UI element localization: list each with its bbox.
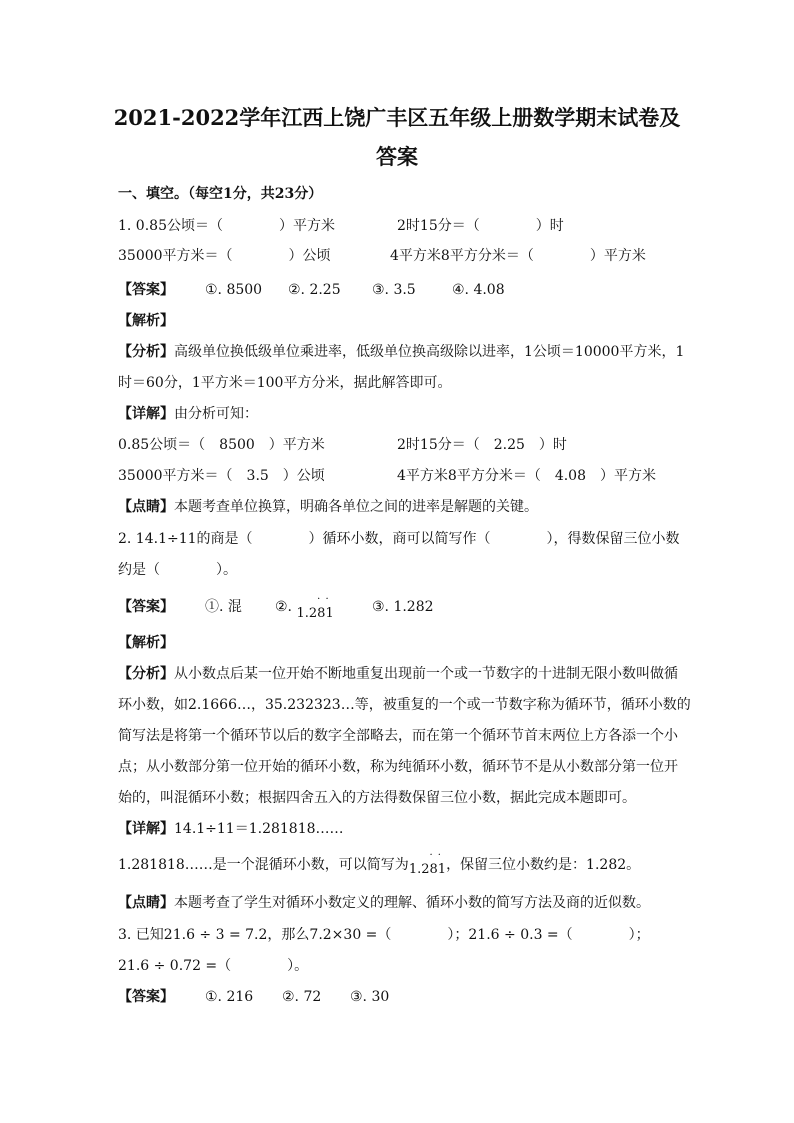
q2-answer-label: 【答案】	[118, 599, 174, 615]
q2-xiangjie-line	[118, 819, 344, 839]
q2-fenxi-line1	[118, 664, 678, 684]
repeating-digit-1: · 8	[317, 594, 326, 621]
q1-fenxi-line1	[118, 342, 684, 362]
q2-fenxi-text1: 从小数点后某一位开始不断地重复出现前一个或一节数字的十进制无限小数叫做循	[174, 666, 678, 682]
q1-answer-2: ②. 2.25	[288, 282, 341, 298]
q2-xj2-post: ，保留三位小数约是：1.282。	[446, 857, 641, 873]
q2-repeating-decimal	[296, 594, 334, 621]
q3-answer-3: ③. 30	[350, 989, 390, 1005]
q2-repeating-decimal-inline: 1.2 · 8 · 1	[409, 862, 446, 877]
q1-xiangjie-text: 由分析可知：	[174, 406, 258, 422]
q1-xiangjie-label: 【详解】	[118, 406, 174, 422]
q2-fenxi-line3: 简写法是将第一个循环节以后的数字全部略去，而在第一个循环节首末两位上方各添一个小	[118, 728, 678, 744]
document-title-line2: 答案	[376, 144, 418, 169]
q2-stem-line1: 2. 14.1÷11的商是（ ）循环小数，商可以简写作（ ），得数保留三位小数	[118, 531, 680, 547]
q2-dianjing-line	[118, 893, 650, 913]
q1-fenxi-label: 【分析】	[118, 344, 174, 360]
q2-fenxi-label: 【分析】	[118, 666, 174, 682]
q2-dianjing-label: 【点睛】	[118, 895, 174, 911]
q2-fenxi-line5: 始的，叫混循环小数；根据四舍五入的方法得数保留三位小数，据此完成本题即可。	[118, 790, 636, 806]
q2-dianjing-text: 本题考查了学生对循环小数定义的理解、循环小数的简写方法及商的近似数。	[174, 895, 650, 911]
q1-answer-3: ③. 3.5	[372, 282, 416, 298]
q2-answer-3: ③. 1.282	[372, 599, 434, 615]
q1-stem-c: 35000平方米＝（ ）公顷	[118, 248, 331, 264]
document-title-line1: 2021-2022学年江西上饶广丰区五年级上册数学期末试卷及	[113, 105, 681, 130]
q2-xiangjie-text: 14.1÷11＝1.281818……	[174, 821, 344, 837]
q1-fenxi-line2: 时＝60分，1平方米＝100平方分米，据此解答即可。	[118, 375, 452, 391]
q2-answer-1: ①. 混	[205, 599, 242, 615]
q1-stem-d: 4平方米8平方分米＝（ ）平方米	[390, 248, 646, 264]
q1-detail-1: 0.85公顷＝（ 8500 ）平方米	[118, 437, 325, 453]
repeating-digit-2: · 1	[325, 594, 334, 621]
q3-answer-label: 【答案】	[118, 989, 174, 1005]
repeating-base: 1.2	[296, 606, 318, 621]
q1-stem-b: 2时15分＝（ ）时	[397, 218, 564, 234]
repeat-dot-icon: ·	[429, 850, 433, 861]
q2-answer-2	[275, 594, 334, 621]
q3-stem-line1: 3. 已知21.6 ÷ 3 = 7.2，那么7.2×30 =（ ）；21.6 ÷ 0.3 =（ ）；	[118, 927, 650, 943]
q1-dianjing-label: 【点睛】	[118, 499, 174, 515]
q1-detail-4: 4平方米8平方分米＝（ 4.08 ）平方米	[397, 468, 656, 484]
q1-stem-a: 1. 0.85公顷＝（ ）平方米	[118, 218, 335, 234]
repeating-digit-2: · 1	[437, 850, 447, 877]
section-heading: 一、填空。（每空1分，共23分）	[118, 186, 323, 202]
q3-answer-2: ②. 72	[282, 989, 322, 1005]
q3-answer-1: ①. 216	[205, 989, 254, 1005]
q2-stem-line2: 约是（ ）。	[118, 562, 237, 578]
q1-dianjing-line	[118, 497, 538, 517]
q2-fenxi-line2: 环小数，如2.1666…，35.232323…等，被重复的一个或一节数字称为循环节，循环小数的	[118, 697, 691, 713]
q1-xiangjie-line	[118, 404, 258, 424]
q1-answer-label: 【答案】	[118, 282, 174, 298]
q1-answer-1: ①. 8500	[205, 282, 263, 298]
repeat-dot-icon: ·	[325, 594, 329, 605]
repeat-dot-icon: ·	[437, 850, 441, 861]
q2-jiexi-label: 【解析】	[118, 635, 174, 651]
repeat-dot-icon: ·	[317, 594, 321, 605]
q2-answer-2-label: ②.	[275, 599, 293, 615]
q1-answer-4: ④. 4.08	[452, 282, 505, 298]
repeating-digit-1: · 8	[429, 850, 438, 877]
q2-xj2-pre: 1.281818……是一个混循环小数，可以简写为	[118, 857, 409, 873]
q3-stem-line2: 21.6 ÷ 0.72 =（ ）。	[118, 958, 309, 974]
q2-xiangjie-line2	[118, 850, 641, 877]
q1-dianjing-text: 本题考查单位换算，明确各单位之间的进率是解题的关键。	[174, 499, 538, 515]
q1-detail-3: 35000平方米＝（ 3.5 ）公顷	[118, 468, 325, 484]
q1-jiexi-label: 【解析】	[118, 313, 174, 329]
q2-fenxi-line4: 点；从小数部分第一位开始的循环小数，称为纯循环小数，循环节不是从小数部分第一位开	[118, 759, 678, 775]
q1-fenxi-text1: 高级单位换低级单位乘进率，低级单位换高级除以进率，1公顷＝10000平方米，1	[174, 344, 685, 360]
q2-xiangjie-label: 【详解】	[118, 821, 174, 837]
q1-detail-2: 2时15分＝（ 2.25 ）时	[397, 437, 567, 453]
